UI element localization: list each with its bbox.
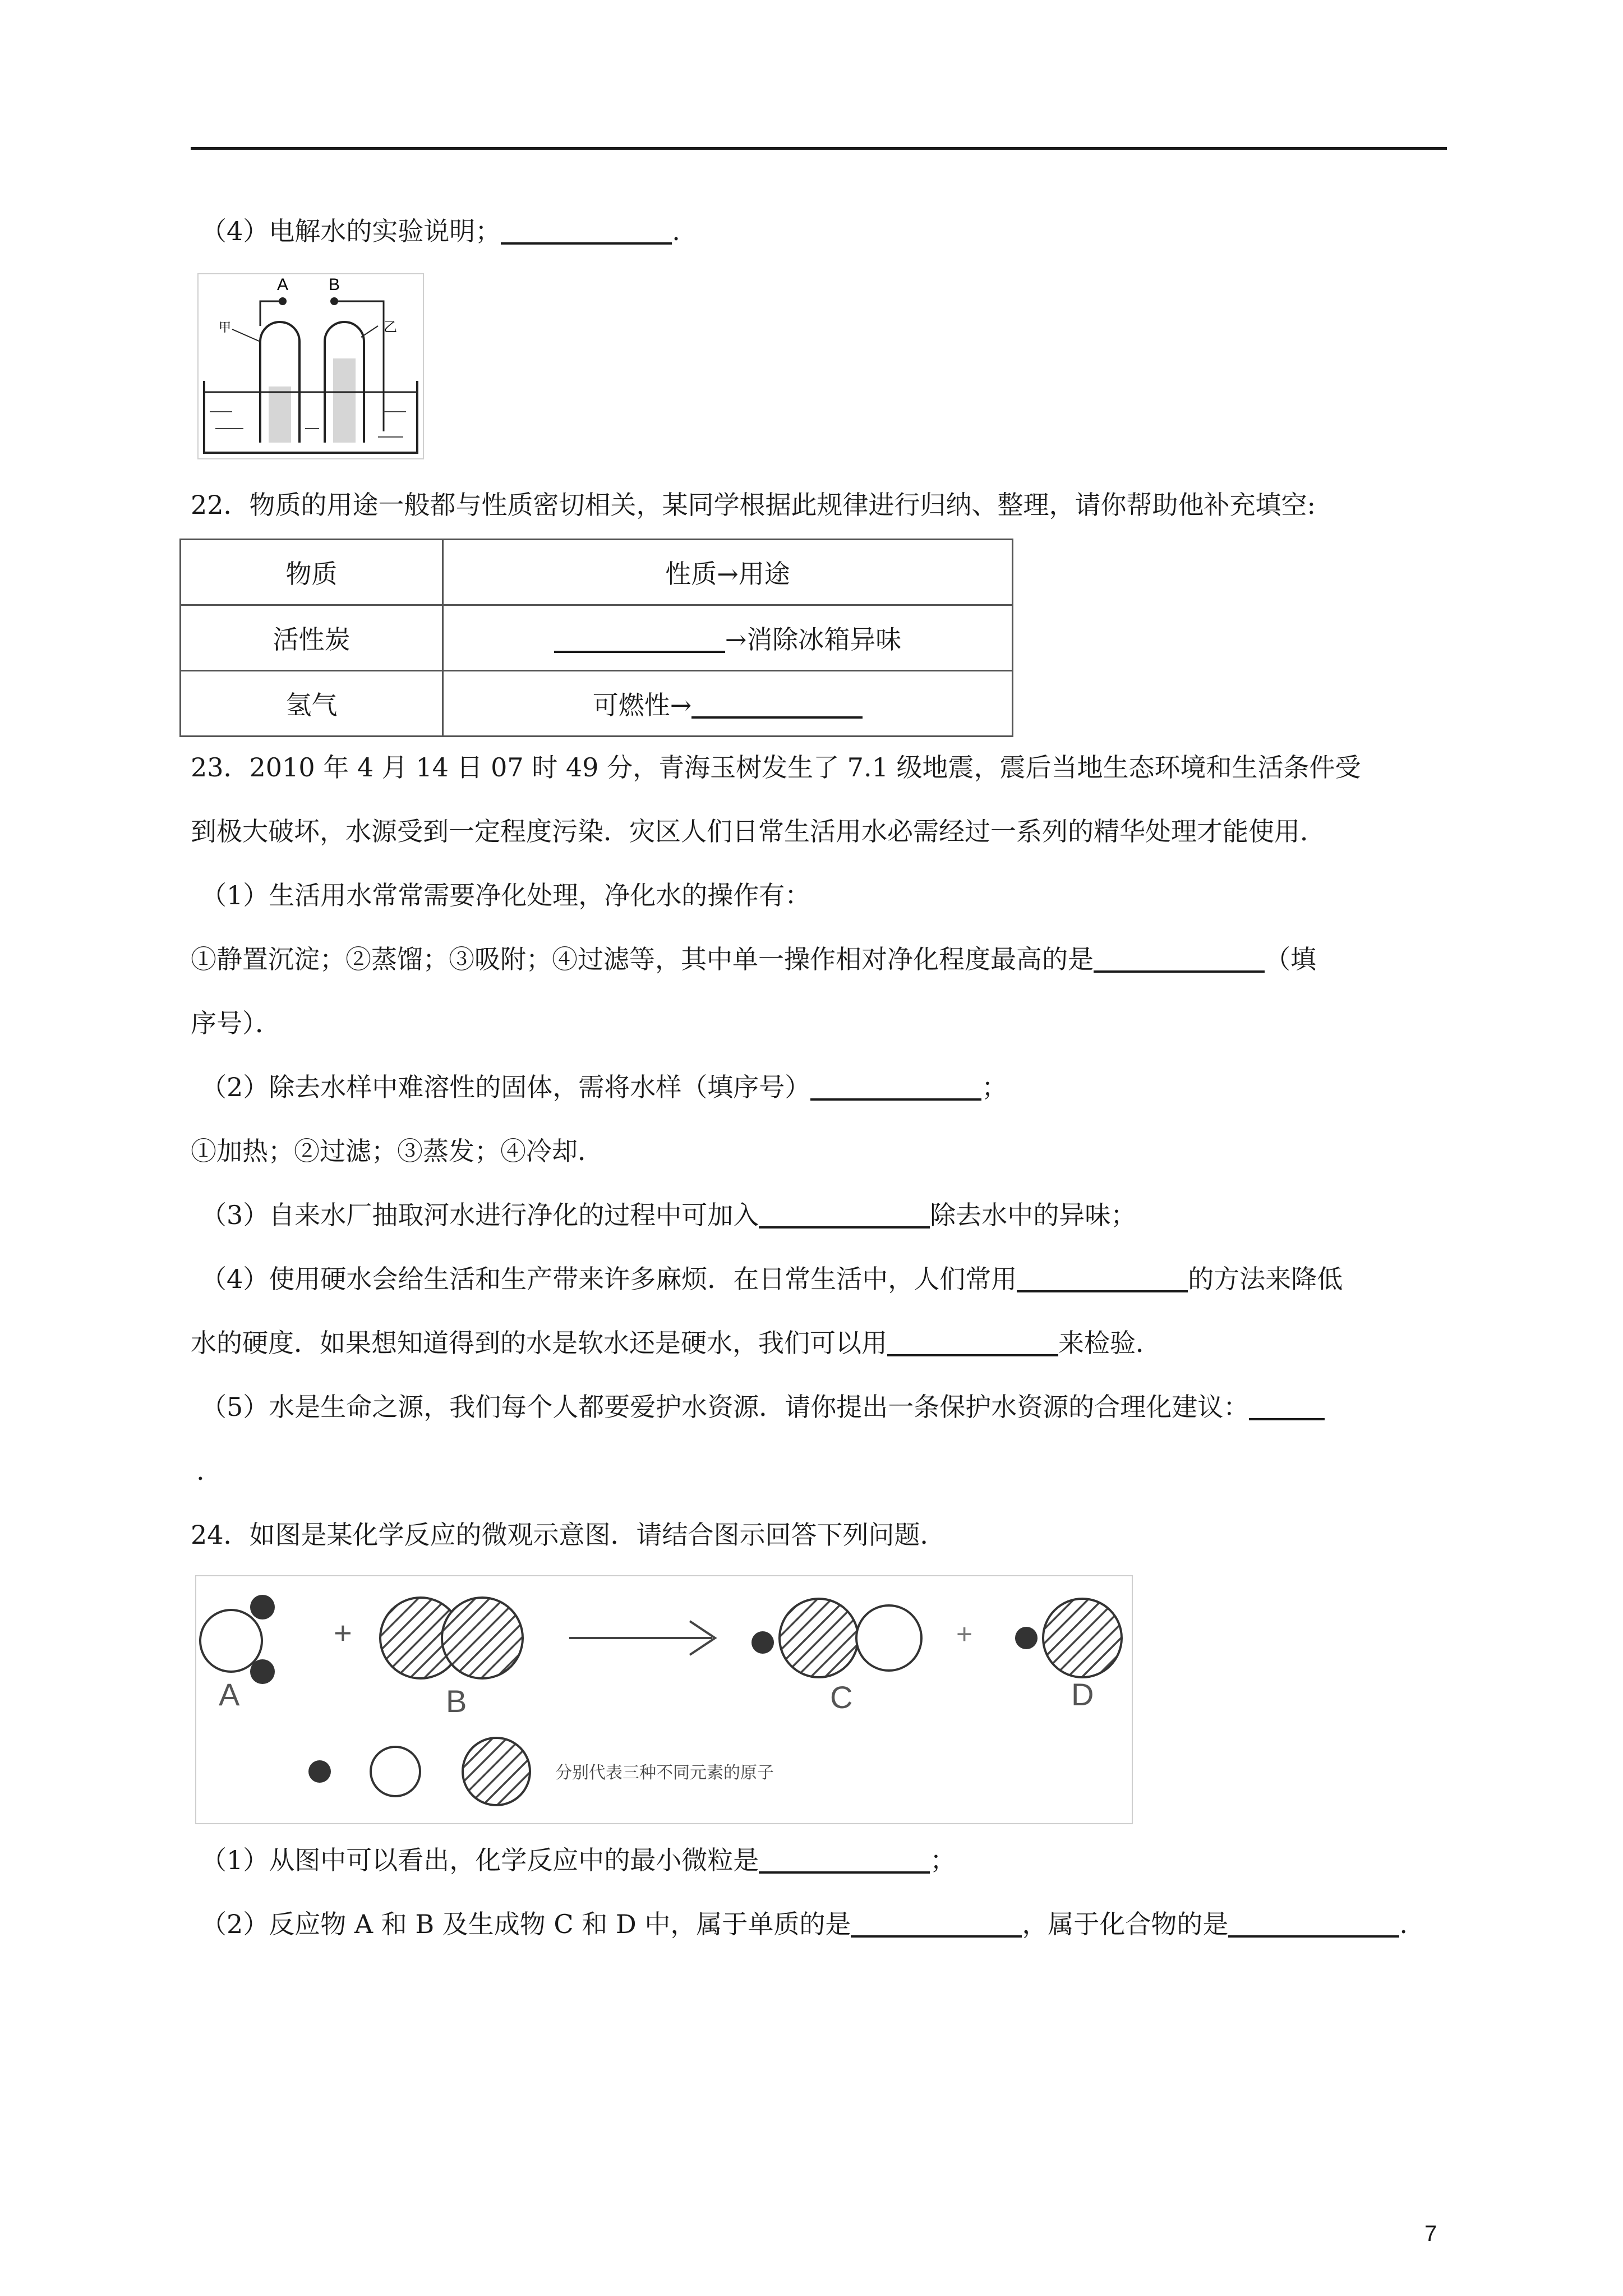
answer-blank[interactable] — [887, 1327, 1058, 1356]
q23-part1-line: ①静置沉淀；②蒸馏；③吸附；④过滤等，其中单一操作相对净化程度最高的是 （填 — [191, 944, 1316, 974]
table-row — [181, 540, 1013, 605]
tube-label-yi: 乙 — [384, 320, 397, 335]
reaction-micro-diagram — [195, 1575, 1133, 1824]
answer-blank[interactable] — [501, 215, 672, 245]
answer-blank[interactable] — [554, 624, 725, 653]
atom-legend — [308, 1738, 774, 1805]
reaction-arrow — [569, 1621, 715, 1655]
molecule-a — [200, 1595, 275, 1684]
table-header-substance: 物质 — [181, 540, 443, 605]
answer-blank[interactable] — [1017, 1263, 1188, 1292]
electrode-label-b: B — [329, 275, 340, 294]
table-header-property-use: 性质→用途 — [443, 540, 1013, 605]
answer-blank[interactable] — [759, 1844, 930, 1874]
answer-blank[interactable] — [851, 1908, 1022, 1938]
table-row — [181, 605, 1013, 671]
table-row — [181, 671, 1013, 737]
q23-part1-title: （1）生活用水常常需要净化处理，净化水的操作有： — [201, 880, 811, 910]
q24-part2: （2）反应物 A 和 B 及生成物 C 和 D 中，属于单质的是 ，属于化合物的是 . — [201, 1909, 1408, 1939]
q22-stem: 22．物质的用途一般都与性质密切相关，某同学根据此规律进行归纳、整理，请你帮助他补充填空: — [191, 490, 1316, 520]
molecule-d — [1015, 1599, 1122, 1677]
q23-part5-line2: . — [196, 1456, 205, 1486]
electrode-label-a: A — [277, 275, 289, 294]
table-cell-substance: 活性炭 — [181, 605, 443, 671]
q21-part4-text: （4）电解水的实验说明； — [201, 216, 501, 246]
q23-part3: （3）自来水厂抽取河水进行净化的过程中可加入 除去水中的异味； — [201, 1200, 1137, 1230]
answer-blank[interactable] — [1094, 944, 1265, 973]
molecule-label-d: D — [1071, 1677, 1094, 1712]
q23-part4-line2: 水的硬度．如果想知道得到的水是软水还是硬水，我们可以用 来检验． — [191, 1328, 1161, 1358]
q21-part4 — [201, 214, 680, 248]
molecule-label-c: C — [830, 1680, 853, 1715]
q23-part5: （5）水是生命之源，我们每个人都要爱护水资源．请你提出一条保护水资源的合理化建议： — [201, 1390, 1325, 1424]
q23-stem-line1: 23．2010 年 4 月 14 日 07 时 49 分，青海玉树发生了 7.1 级地震，震后当地生态环境和生活条件受 — [191, 752, 1361, 783]
page-number: 7 — [1424, 2221, 1437, 2246]
molecule-c — [751, 1599, 921, 1677]
table-cell-property-use: 可燃性→ — [443, 671, 1013, 737]
q24-part1: （1）从图中可以看出，化学反应中的最小微粒是 ； — [201, 1845, 956, 1875]
answer-blank[interactable] — [810, 1071, 981, 1101]
table-cell-property-use: →消除冰箱异味 — [443, 605, 1013, 671]
plus-sign: + — [956, 1618, 973, 1650]
answer-blank[interactable] — [1228, 1908, 1399, 1938]
answer-blank[interactable] — [691, 689, 863, 719]
q23-part1-line2: 序号）． — [191, 1008, 281, 1038]
legend-hatched-atom — [463, 1738, 530, 1805]
property-use-table — [179, 539, 1013, 737]
q23-part4: （4）使用硬水会给生活和生产带来许多麻烦．在日常生活中，人们常用 的方法来降低 — [201, 1264, 1343, 1294]
q23-part2-options: ①加热；②过滤；③蒸发；④冷却． — [191, 1136, 603, 1166]
q23-part2: （2）除去水样中难溶性的固体，需将水样（填序号） ； — [201, 1072, 1008, 1102]
q24-stem: 24．如图是某化学反应的微观示意图．请结合图示回答下列问题． — [191, 1520, 946, 1550]
plus-sign: + — [334, 1615, 352, 1650]
q23-stem-line2: 到极大破坏，水源受到一定程度污染．灾区人们日常生活用水必需经过一系列的精华处理才能使用． — [191, 816, 1326, 846]
legend-black-atom — [308, 1760, 331, 1783]
legend-text: 分别代表三种不同元素的原子 — [555, 1763, 774, 1783]
tube-label-jia: 甲 — [219, 320, 232, 334]
molecule-b — [380, 1598, 523, 1678]
q21-part4-suffix: . — [672, 216, 680, 246]
header-rule — [191, 147, 1447, 150]
molecule-label-b: B — [446, 1683, 467, 1719]
molecule-label-a: A — [219, 1677, 240, 1712]
answer-blank[interactable] — [1249, 1391, 1325, 1420]
electrolysis-figure — [197, 273, 424, 459]
table-cell-substance: 氢气 — [181, 671, 443, 737]
legend-white-atom — [371, 1747, 420, 1796]
answer-blank[interactable] — [759, 1199, 930, 1228]
